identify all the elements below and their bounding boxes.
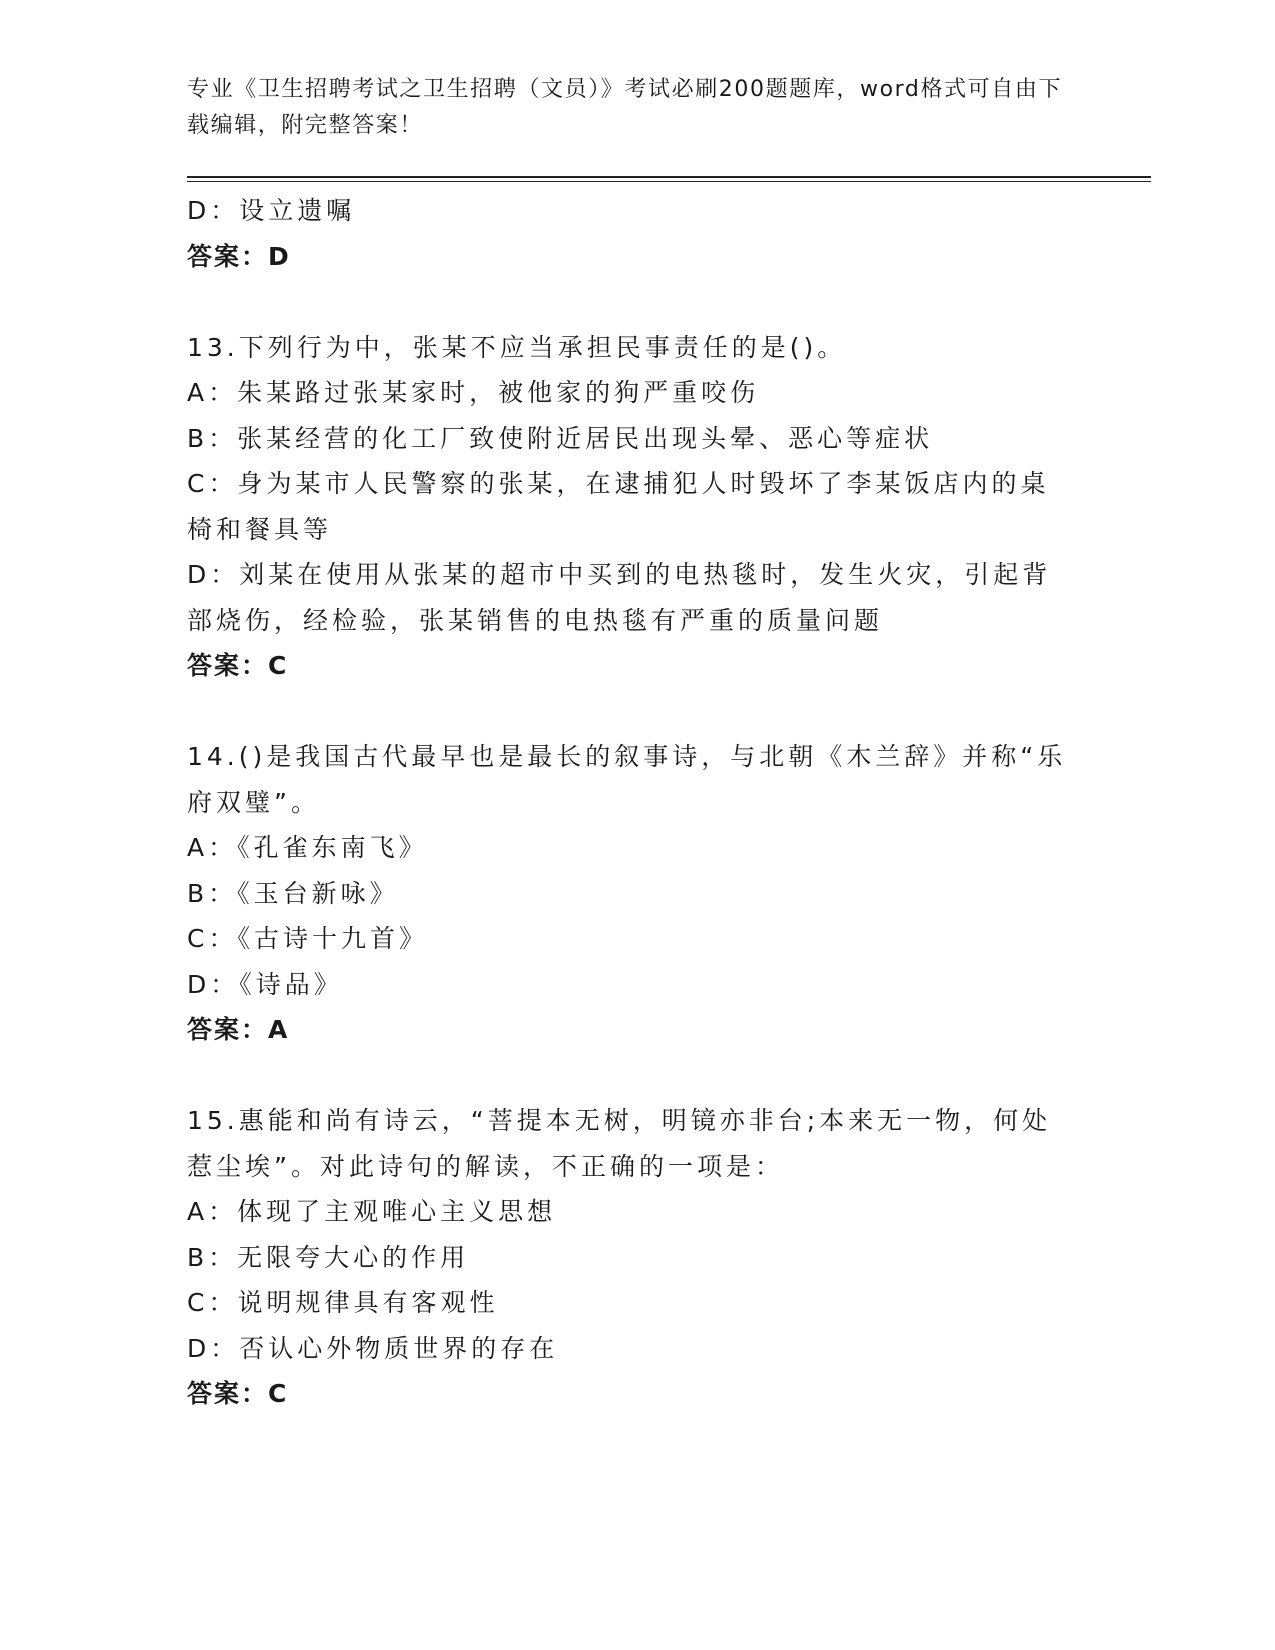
answer: 答案：A — [187, 1015, 290, 1044]
answer: 答案：C — [187, 1379, 289, 1408]
previous-question-answer: 答案：D — [187, 241, 291, 271]
option-c: C：身为某市人民警察的张某，在逮捕犯人时毁坏了李某饭店内的桌椅和餐具等 — [187, 469, 1050, 544]
option-b: B：《玉台新咏》 — [187, 878, 399, 908]
option-a: A：朱某路过张某家时，被他家的狗严重咬伤 — [187, 378, 760, 407]
spacer — [187, 279, 1067, 325]
option-a: A：《孔雀东南飞》 — [187, 833, 428, 862]
header-divider-thick — [187, 176, 1151, 178]
previous-question-option-d: D：设立遗嘱 — [187, 196, 356, 225]
option-c: C：《古诗十九首》 — [187, 924, 428, 953]
option-d: D：刘某在使用从张某的超市中买到的电热毯时，发生火灾，引起背部烧伤，经检验，张某销售的电热毯有严重的质量问题 — [187, 560, 1052, 635]
question-13 — [187, 325, 1067, 689]
spacer — [187, 1053, 1067, 1099]
option-c: C：说明规律具有客观性 — [187, 1288, 499, 1317]
option-d: D：《诗品》 — [187, 969, 343, 999]
question-14 — [187, 734, 1067, 1053]
option-b: B：张某经营的化工厂致使附近居民出现头晕、恶心等症状 — [187, 423, 934, 453]
spacer — [187, 689, 1067, 735]
header-divider-thin — [187, 181, 1151, 182]
question-15 — [187, 1098, 1067, 1417]
question-stem: 14.()是我国古代最早也是最长的叙事诗，与北朝《木兰辞》并称“乐府双璧”。 — [187, 742, 1067, 817]
option-a: A：体现了主观唯心主义思想 — [187, 1197, 557, 1226]
option-b: B：无限夸大心的作用 — [187, 1242, 470, 1272]
question-stem: 15.惠能和尚有诗云，“菩提本无树，明镜亦非台;本来无一物，何处惹尘埃”。对此诗句的解读，不正确的一项是： — [187, 1106, 1052, 1181]
answer: 答案：C — [187, 651, 289, 680]
question-stem: 13.下列行为中，张某不应当承担民事责任的是()。 — [187, 332, 847, 362]
option-d: D：否认心外物质世界的存在 — [187, 1333, 559, 1363]
question-content — [187, 188, 1067, 1417]
document-header: 专业《卫生招聘考试之卫生招聘（文员）》考试必刷200题题库，word格式可自由下载编辑，附完整答案！ — [187, 77, 1063, 138]
